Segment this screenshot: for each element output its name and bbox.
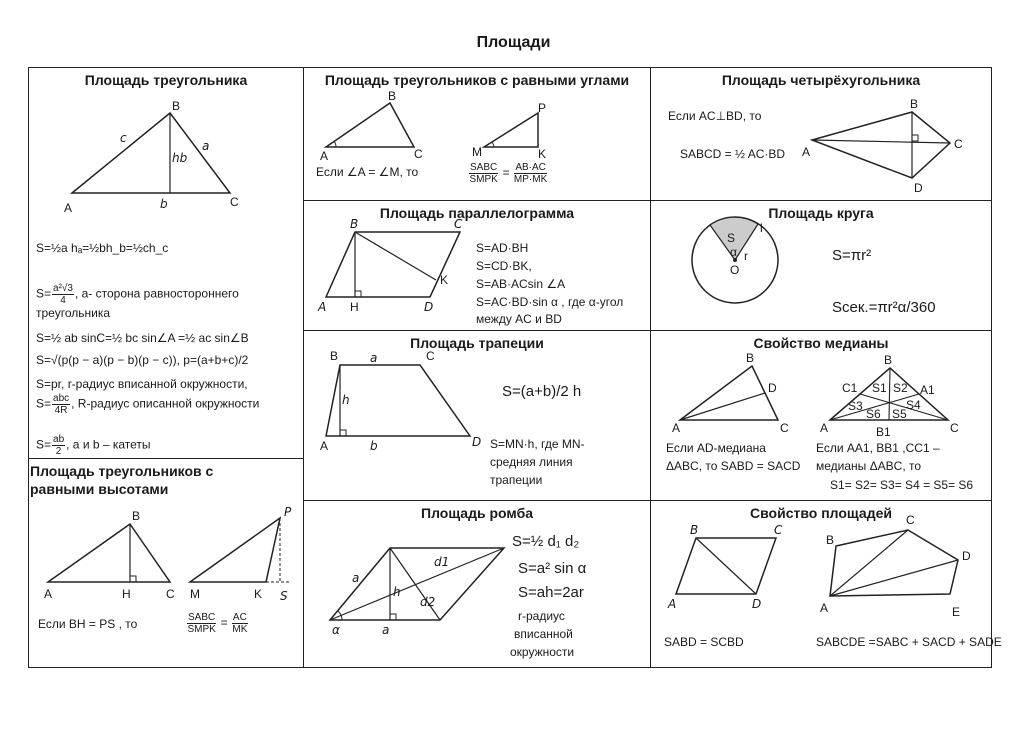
rhombus-label-h: h [393,585,401,599]
eh-label-p: P [284,505,292,519]
ap-label-d: D [752,597,762,611]
trap-formula-4: трапеции [490,473,543,487]
med-label-c1: C1 [842,381,858,395]
eh-label-s: S [280,589,288,603]
ea-label-a: A [320,149,329,163]
ea-label-m: M [472,145,482,159]
ap-label-c: C [774,523,783,537]
med-right-line-3: S1= S2= S3= S4 = S5= S6 [830,478,974,492]
ap-label-b2: B [826,533,835,547]
rhombus-note-3: окружности [510,645,575,659]
triangle-hb: hb [172,151,188,165]
equal-heights-header-line-1: Площадь треугольников с [30,463,214,479]
med-right-line-1: Если AA1, BB1 ,CC1 – [816,441,940,455]
ap-label-a: A [668,597,677,611]
triangle-formula-3: S=½ ab sinC=½ bc sin∠A =½ ac sin∠B [36,331,249,345]
rhombus-label-d1: d1 [434,555,450,569]
circle-label-o: O [730,263,740,277]
triangle-side-b: b [160,197,168,211]
med-label-s5: S5 [892,407,907,421]
para-label-k: K [440,273,449,287]
ea-label-k: K [538,147,547,161]
trap-label-h: h [342,393,350,407]
trap-formula-2: S=MN·h, где MN- [490,437,585,451]
rhombus-label-a-base: a [382,623,390,637]
circle-header: Площадь круга [768,205,874,221]
trap-formula-3: средняя линия [490,455,573,469]
trap-label-bottom: b [370,439,378,453]
triangle-label-a: A [64,201,73,215]
para-formula-4: S=AC·BD·sin α , где α-угол [476,295,624,309]
med-label-b2: B [884,353,893,367]
triangle-formula-2: S= $\frac{\text{a²√3}}{4}$ , a- сторона равностороннего [36,283,239,306]
triangle-formula-6: S= $\frac{\text{abc}}{4R}$ , R-радиус описанной окружности [36,393,260,416]
triangle-formula-2-cont: треугольника [36,306,111,320]
trap-label-top: a [370,351,378,365]
para-formula-1: S=AD·BH [476,241,529,255]
trap-formula-1: S=(a+b)/2 h [502,383,582,400]
areas-property-header: Свойство площадей [750,505,892,521]
med-label-s2: S2 [893,381,908,395]
ap-formula-2: SABCDE =SABC + SACD + SADE [816,635,1002,649]
eh-label-c: C [166,587,175,601]
ap-label-d2: D [962,549,971,563]
rhombus-note-1: r-радиус [518,609,565,623]
ea-label-p: P [538,101,547,115]
triangle-formula-7: S= $\frac{ab}{2}$ , a и b – катеты [36,434,151,457]
eh-condition: Если BH = PS , то [38,617,138,631]
ea-condition: Если ∠A = ∠M, то [316,165,419,179]
eh-label-m: M [190,587,200,601]
med-right-line-2: медианы ΔABC, то [816,459,922,473]
circle-label-alpha: α [730,245,737,259]
triangle-label-c: C [230,195,239,209]
page-title: Площади [476,34,551,51]
circle-label-l: l [760,221,763,235]
rhombus-label-d2: d2 [420,595,436,609]
para-formula-5: между AC и BD [476,312,562,326]
med-label-a2: A [820,421,829,435]
circle-label-r: r [744,249,748,263]
med-left-line-2: ΔABC, то SABD = SACD [666,459,801,473]
rhombus-label-alpha: α [332,623,340,637]
rhombus-formula-1: S=½ d₁ d₂ [512,533,580,550]
para-formula-2: S=CD·BK, [476,259,532,273]
ap-label-e: E [952,605,961,619]
trap-label-a: A [320,439,329,453]
circle-formula-2: Sсек.=πr²α/360 [832,299,936,316]
circle-label-s: S [727,231,736,245]
triangle-label-b: B [172,99,181,113]
eh-label-b: B [132,509,141,523]
ea-label-b: B [388,89,397,103]
ap-label-c2: C [906,513,915,527]
quad-condition: Если AC⊥BD, то [668,109,762,123]
trap-label-d: D [472,435,482,449]
quad-label-c: C [954,137,963,151]
med-label-a1: A1 [920,383,935,397]
triangle-side-a: a [202,139,210,153]
med-left-line-1: Если AD-медиана [666,441,766,455]
triangle-formula-4: S=√(p(p − a)(p − b)(p − c)), p=(a+b+c)/2 [36,353,249,367]
trap-label-b: B [330,349,339,363]
med-label-b: B [746,351,755,365]
med-label-a: A [672,421,681,435]
para-label-c: C [454,217,463,231]
parallelogram-header: Площадь параллелограмма [379,205,575,221]
para-label-h: H [350,300,359,314]
rhombus-formula-3: S=ah=2ar [518,584,584,601]
rhombus-header: Площадь ромба [421,505,533,521]
quad-label-d: D [914,181,923,195]
triangle-formula-5: S=pr, r-радиус вписанной окружности, [36,377,248,391]
quad-formula: SABCD = ½ AC·BD [680,147,786,161]
quad-label-b: B [910,97,919,111]
med-label-s6: S6 [866,407,881,421]
triangle-side-c: c [120,131,127,145]
eh-label-a: A [44,587,53,601]
med-label-s3: S3 [848,399,863,413]
equal-angles-header: Площадь треугольников с равными углами [324,72,630,88]
med-label-d: D [768,381,777,395]
equal-heights-header-line-2: равными высотами [30,481,169,497]
rhombus-note-2: вписанной [514,627,573,641]
triangle-formula-1: S=½a hₐ=½bh_b=½ch_c [36,241,169,255]
para-formula-3: S=AB·ACsin ∠A [476,277,566,291]
med-label-s4: S4 [906,398,921,412]
trapezoid-header: Площадь трапеции [410,335,544,351]
med-label-s1: S1 [872,381,887,395]
circle-formula-1: S=πr² [832,247,872,264]
para-label-b: B [350,217,359,231]
para-label-a: A [318,300,327,314]
ap-label-a2: A [820,601,829,615]
eh-label-h: H [122,587,131,601]
med-label-c: C [780,421,789,435]
rhombus-label-a-side: a [352,571,360,585]
medians-header: Свойство медианы [753,335,889,351]
ap-label-b: B [690,523,699,537]
med-label-b1: B1 [876,425,891,439]
para-label-d: D [424,300,434,314]
trap-label-c: C [426,349,435,363]
ea-ratio: $\frac{\text{SABC}}{\text{SMPK}}$ = $\frac{AB\cdot AC}{MP\cdot MK}$ [469,162,548,185]
med-label-c2: C [950,421,959,435]
triangle-header: Площадь треугольника [84,72,248,88]
rhombus-formula-2: S=a² sin α [518,560,587,577]
ap-formula-1: SABD = SCBD [664,635,744,649]
eh-ratio: $\frac{\text{SABC}}{\text{SMPK}}$ = $\frac{AC}{MK}$ [187,612,248,635]
eh-label-k: K [254,587,263,601]
quadrilateral-header: Площадь четырёхугольника [721,72,921,88]
ea-label-c: C [414,147,423,161]
quad-label-a: A [802,145,811,159]
